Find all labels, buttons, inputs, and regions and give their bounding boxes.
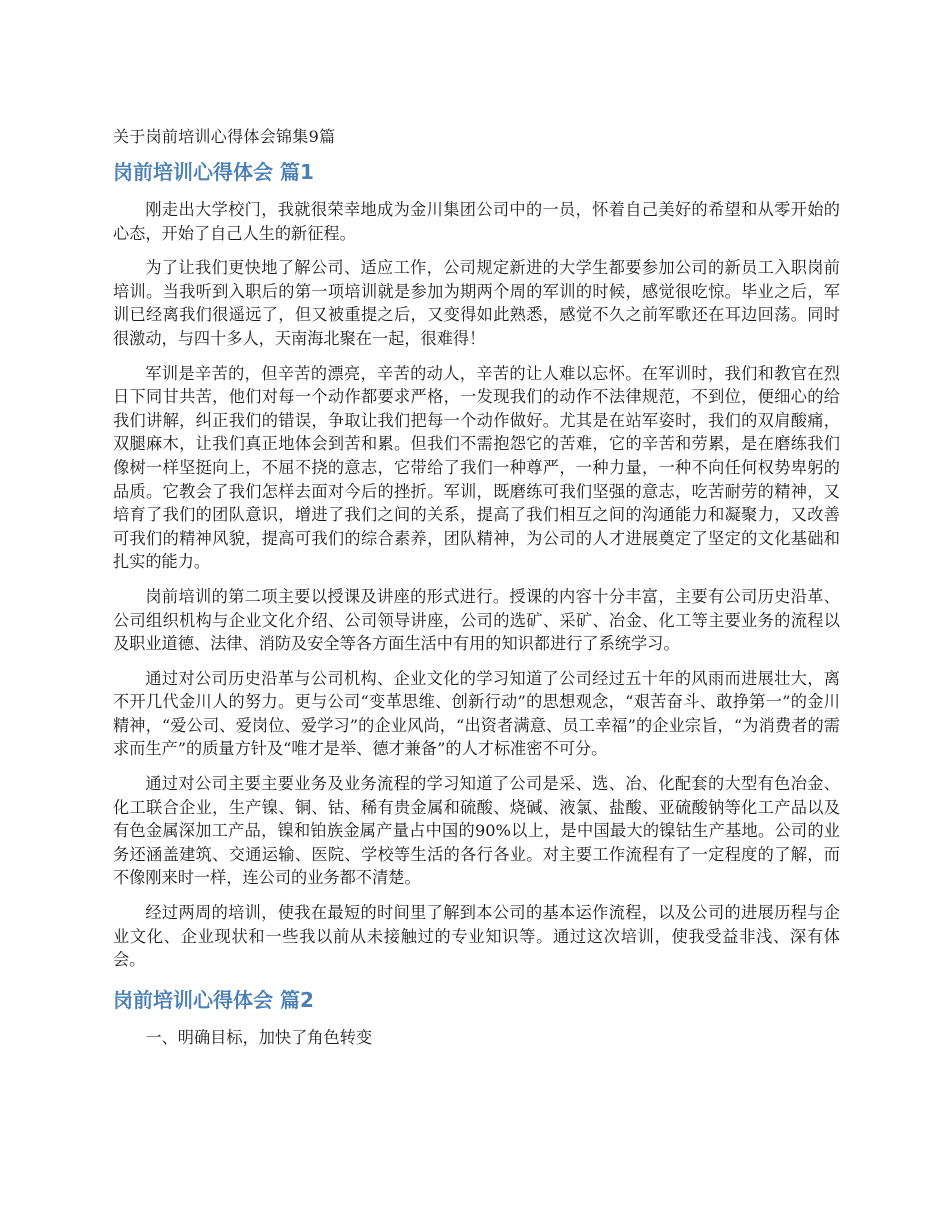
paragraph: 刚走出大学校门，我就很荣幸地成为金川集团公司中的一员，怀着自己美好的希望和从零开始的心态，开始了自己人生的新征程。 [113, 200, 840, 243]
paragraph: 为了让我们更快地了解公司、适应工作，公司规定新进的大学生都要参加公司的新员工入职岗前培训。当我听到入职后的第一项培训就是参加为期两个周的军训的时候，感觉很吃惊。毕业之后，军训已经离我们很遥远了，但又被重提之后，又变得如此熟悉，感觉不久之前军歌还在耳边回荡。同时很激动，与四十多人，天南海北聚在一起，很难得！ [113, 258, 840, 348]
paragraph: 经过两周的培训，使我在最短的时间里了解到本公司的基本运作流程，以及公司的进展历程与企业文化、企业现状和一些我以前从未接触过的专业知识等。通过这次培训，使我受益非浅、深有体会。 [113, 903, 840, 970]
paragraph: 岗前培训的第二项主要以授课及讲座的形式进行。授课的内容十分丰富，主要有公司历史沿革、公司组织机构与企业文化介绍、公司领导讲座，公司的选矿、采矿、冶金、化工等主要业务的流程以及职业道德、法律、消防及安全等各方面生活中有用的知识都进行了系统学习。 [113, 586, 840, 654]
section-heading: 岗前培训心得体会 篇1 [113, 160, 314, 184]
document-title: 关于岗前培训心得体会锦集9篇 [113, 127, 336, 146]
section-heading: 岗前培训心得体会 篇2 [113, 987, 314, 1012]
section-2 [113, 986, 840, 1050]
paragraph: 军训是辛苦的，但辛苦的漂亮，辛苦的动人，辛苦的让人难以忘怀。在军训时，我们和教官在烈日下同甘共苦，他们对每一个动作都要求严格，一发现我们的动作不法律规范，不到位，便细心的给我们讲解，纠正我们的错误，争取让我们把每一个动作做好。尤其是在站军姿时，我们的双肩酸痛，双腿麻木，让我们真正地体会到苦和累。但我们不需抱怨它的苦难，它的辛苦和劳累，是在磨练我们像树一样坚挺向上，不屈不挠的意志，它带给了我们一种尊严，一种力量，一种不向任何权势卑躬的品质。它教会了我们怎样去面对今后的挫折。军训，既磨练可我们坚强的意志，吃苦耐劳的精神，又培育了我们的团队意识，增进了我们之间的关系，提高了我们相互之间的沟通能力和凝聚力，又改善可我们的精神风貌，提高可我们的综合素养，团队精神，为公司的人才进展奠定了坚定的文化基础和扎实的能力。 [113, 363, 840, 572]
section-1 [113, 158, 840, 972]
paragraph: 通过对公司历史沿革与公司机构、企业文化的学习知道了公司经过五十年的风雨而进展壮大，离不开几代金川人的努力。更与公司“变革思维、创新行动”的思想观念，“艰苦奋斗、敢挣第一”的金川精神，“爱公司、爱岗位、爱学习”的企业风尚，“出资者满意、员工幸福”的企业宗旨，“为消费者的需求而生产”的质量方针及“唯才是举、德才兼备”的人才标准密不可分。 [113, 668, 840, 759]
document-page [113, 126, 840, 1060]
paragraph: 通过对公司主要主要业务及业务流程的学习知道了公司是采、选、冶、化配套的大型有色冶金、化工联合企业，生产镍、铜、钴、稀有贵金属和硫酸、烧碱、液氯、盐酸、亚硫酸钠等化工产品以及有色金属深加工产品，镍和铂族金属产量占中国的90%以上，是中国最大的镍钴生产基地。公司的业务还涵盖建筑、交通运输、医院、学校等生活的各行各业。对主要工作流程有了一定程度的了解，而不像刚来时一样，连公司的业务都不清楚。 [113, 774, 840, 888]
paragraph: 一、明确目标，加快了角色转变 [145, 1027, 373, 1047]
